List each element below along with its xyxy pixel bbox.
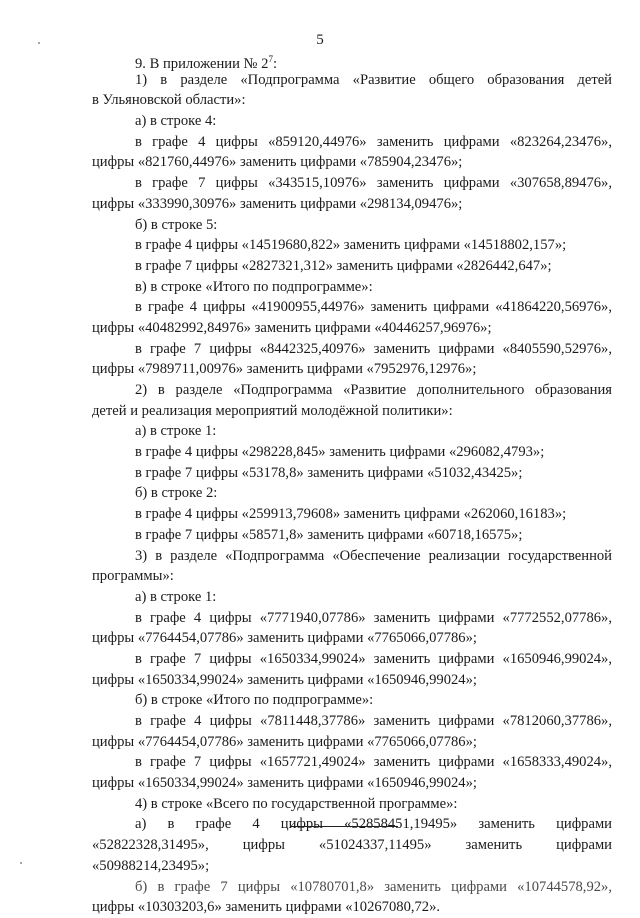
line-text: в графе 7 цифры «1657721,49024» заменить цифрами «1658333,49024»,: [135, 754, 612, 771]
line-text: б) в строке «Итого по подпрограмме»:: [135, 692, 374, 709]
text-line: [92, 152, 612, 173]
line-tail: :: [272, 55, 277, 72]
text-line: [92, 835, 612, 856]
line-text: а) в строке 4:: [135, 113, 217, 130]
line-text: цифры «821760,44976» заменить цифрами «785904,23476»;: [92, 154, 463, 171]
text-line: [92, 401, 612, 422]
line-text: цифры «1650334,99024» заменить цифрами «1650946,99024»;: [92, 671, 477, 688]
text-line: [92, 463, 612, 484]
line-text: цифры «7764454,07786» заменить цифрами «7765066,07786»;: [92, 630, 477, 647]
text-line: [92, 70, 612, 91]
text-line: [92, 132, 612, 153]
text-line: [92, 215, 612, 236]
line-text: а) в строке 1:: [135, 588, 217, 605]
line-text: 4) в строке «Всего по государственной программе»:: [135, 795, 458, 812]
line-text: цифры «7764454,07786» заменить цифрами «7765066,07786»;: [92, 733, 477, 750]
text-line: [92, 752, 612, 773]
text-line: [92, 359, 612, 380]
line-text: в графе 4 цифры «41900955,44976» заменить цифрами «41864220,56976»,: [135, 299, 612, 316]
line-text: цифры «7989711,00976» заменить цифрами «7952976,12976»;: [92, 361, 477, 378]
line-text: в графе 4 цифры «7771940,07786» заменить цифрами «7772552,07786»,: [135, 609, 612, 626]
closing-rule: [290, 826, 398, 827]
page-number: 5: [316, 32, 324, 48]
text-line: [92, 814, 612, 835]
text-line: [92, 649, 612, 670]
line-text: в графе 4 цифры «298228,845» заменить цифрами «296082,4793»;: [135, 444, 545, 461]
text-line: [92, 421, 612, 442]
text-line: [92, 90, 612, 111]
text-line: [92, 442, 612, 463]
line-text: программы»:: [92, 568, 174, 585]
line-text: б) в графе 7 цифры «10780701,8» заменить цифрами «10744578,92»,: [135, 878, 612, 895]
text-line: [92, 690, 612, 711]
text-line: [92, 277, 612, 298]
text-line: [92, 608, 612, 629]
scan-speck: [38, 42, 40, 44]
text-line: [92, 856, 612, 877]
line-text: а) в строке 1:: [135, 423, 217, 440]
line-text: цифры «1650334,99024» заменить цифрами «1650946,99024»;: [92, 775, 477, 792]
line-text: б) в строке 5:: [135, 216, 218, 233]
line-text: в графе 7 цифры «53178,8» заменить цифрами «51032,43425»;: [135, 464, 523, 481]
document-body: [92, 49, 612, 918]
text-line: [92, 318, 612, 339]
text-line: [92, 877, 612, 898]
text-line: [92, 794, 612, 815]
line-text: в) в строке «Итого по подпрограмме»:: [135, 278, 373, 295]
line-text: в графе 4 цифры «14519680,822» заменить цифрами «14518802,157»;: [135, 237, 567, 254]
line-text: в графе 4 цифры «859120,44976» заменить цифрами «823264,23476»,: [135, 133, 612, 150]
text-line: [92, 897, 612, 918]
line-text: в графе 4 цифры «7811448,37786» заменить цифрами «7812060,37786»,: [135, 713, 612, 729]
line-text: «52822328,31495», цифры «51024337,11495» заменить цифрами: [92, 837, 612, 854]
text-line: [92, 628, 612, 649]
text-line: [92, 173, 612, 194]
line-text: «50988214,23495»;: [92, 857, 210, 874]
line-text: в графе 7 цифры «8442325,40976» заменить цифрами «8405590,52976»,: [135, 340, 612, 357]
text-line: [92, 504, 612, 525]
line-text: цифры «333990,30976» заменить цифрами «298134,09476»;: [92, 195, 463, 212]
superscript: 7: [268, 54, 273, 64]
text-line: [92, 773, 612, 794]
scan-speck: [20, 862, 22, 864]
line-text: а) в графе 4 цифры «52858451,19495» заменить цифрами: [135, 816, 612, 833]
text-line: [92, 256, 612, 277]
text-line: [92, 483, 612, 504]
line-text: цифры «40482992,84976» заменить цифрами «40446257,96976»;: [92, 319, 492, 336]
line-text: 1) в разделе «Подпрограмма «Развитие общего образования детей: [135, 71, 612, 88]
line-text: в графе 7 цифры «58571,8» заменить цифрами «60718,16575»;: [135, 526, 523, 543]
text-line: [92, 111, 612, 132]
text-line: [92, 711, 612, 732]
line-text: в графе 4 цифры «259913,79608» заменить цифрами «262060,16183»;: [135, 506, 567, 523]
text-line: [92, 546, 612, 567]
text-line: [92, 670, 612, 691]
line-text: детей и реализация мероприятий молодёжной политики»:: [92, 402, 453, 419]
text-line: [92, 339, 612, 360]
text-line: [92, 235, 612, 256]
text-line: [92, 297, 612, 318]
line-text: в Ульяновской области»:: [92, 92, 246, 109]
line-text: 3) в разделе «Подпрограмма «Обеспечение реализации государственной: [135, 547, 612, 564]
text-line: [92, 587, 612, 608]
line-text: 2) в разделе «Подпрограмма «Развитие дополнительного образования: [135, 382, 612, 398]
line-text: в графе 7 цифры «343515,10976» заменить цифрами «307658,89476»,: [135, 175, 612, 192]
text-line: [92, 566, 612, 587]
line-text: б) в строке 2:: [135, 485, 218, 502]
text-line: [92, 732, 612, 753]
line-text: в графе 7 цифры «2827321,312» заменить цифрами «2826442,647»;: [135, 257, 552, 274]
text-line: [92, 49, 612, 70]
line-text: в графе 7 цифры «1650334,99024» заменить цифрами «1650946,99024»,: [135, 650, 612, 667]
text-line: [92, 525, 612, 546]
text-line: [92, 380, 612, 401]
line-text: цифры «10303203,6» заменить цифрами «10267080,72».: [92, 899, 441, 916]
line-text: 9. В приложении № 2: [135, 55, 269, 72]
text-line: [92, 194, 612, 215]
